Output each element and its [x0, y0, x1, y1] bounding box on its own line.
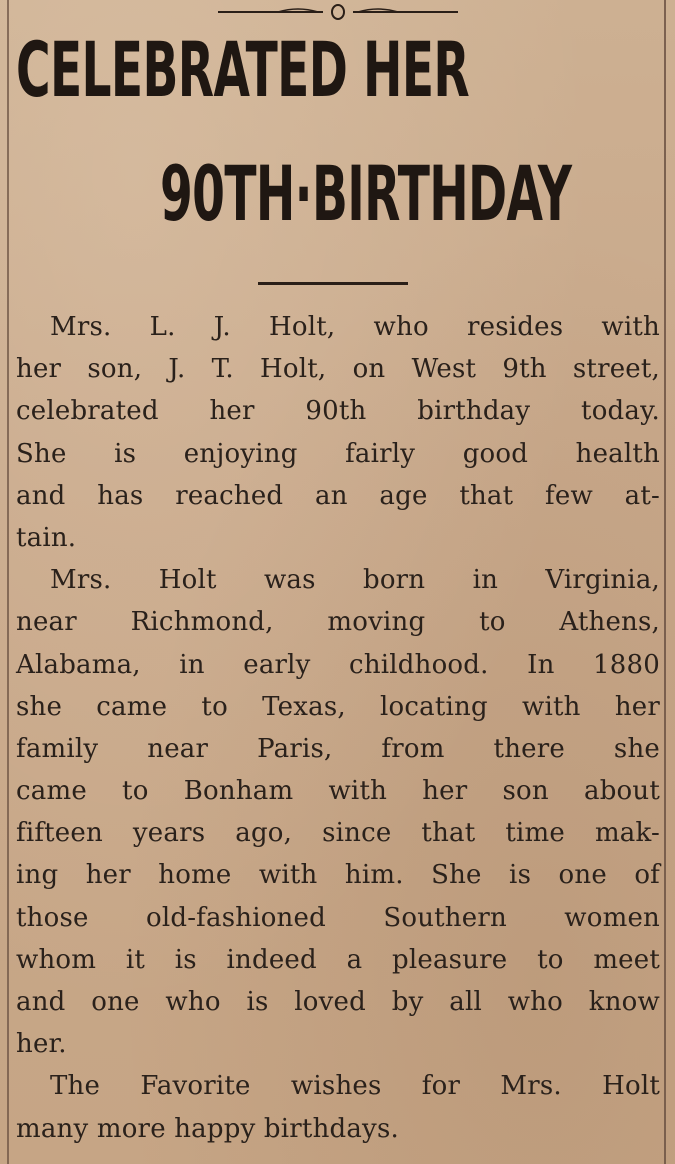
left-column-rule	[7, 0, 9, 1164]
article-line: her son, J. T. Holt, on West 9th street,	[16, 354, 660, 385]
article-line: Mrs. Holt was born in Virginia,	[50, 565, 660, 596]
article-line: and one who is loved by all who know	[16, 987, 660, 1017]
ornament-divider	[218, 2, 458, 22]
article-line: ing her home with him. She is one of	[16, 860, 660, 891]
article-line: many more happy birthdays.	[16, 1113, 399, 1144]
article-line: and has reached an age that few at-	[16, 480, 660, 511]
headline-line-1: CELEBRATED HER	[16, 25, 470, 114]
article-line: tain.	[16, 522, 77, 553]
article-body	[16, 306, 660, 1150]
article-line: family near Paris, from there she	[16, 733, 660, 764]
article-line: she came to Texas, locating with her	[16, 691, 660, 722]
article-line: fifteen years ago, since that time mak-	[16, 818, 660, 849]
article-line: The Favorite wishes for Mrs. Holt	[50, 1071, 660, 1102]
article-line: celebrated her 90th birthday today.	[16, 396, 660, 427]
article-line: She is enjoying fairly good health	[16, 438, 660, 469]
article-line: whom it is indeed a pleasure to meet	[16, 944, 660, 975]
headline-divider	[258, 282, 408, 285]
article-line: those old-fashioned Southern women	[16, 902, 660, 933]
article-line: Mrs. L. J. Holt, who resides with	[50, 312, 660, 342]
right-column-rule	[664, 0, 666, 1164]
headline-line-2: 90TH·BIRTHDAY	[160, 149, 572, 238]
article-line: near Richmond, moving to Athens,	[16, 607, 660, 638]
article-line: came to Bonham with her son about	[16, 776, 660, 807]
article-line: her.	[16, 1029, 67, 1060]
article-line: Alabama, in early childhood. In 1880	[16, 649, 660, 680]
